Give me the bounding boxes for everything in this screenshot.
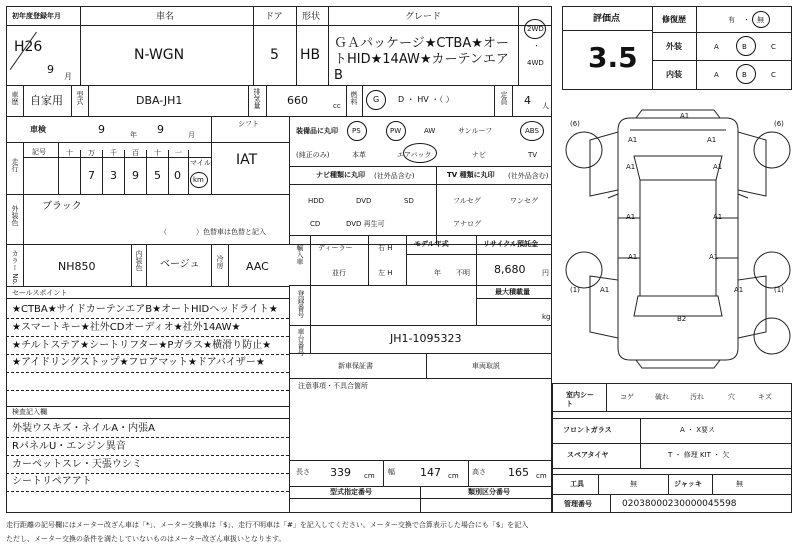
divider [476,298,552,299]
equip-aw: AW [424,127,436,135]
divider [188,150,189,194]
shift-value: IAT [236,152,258,168]
digit-label: 十 [154,149,161,157]
divider [6,406,289,407]
divider [420,486,421,513]
chassis-label: 車台番号 [297,328,305,356]
mile-label: マイル [190,159,211,167]
import-dealer: ディーラー [318,244,353,252]
import-parallel: 並行 [332,269,346,277]
divider [476,285,477,325]
damage-label: A1 [600,286,610,294]
disp-unit: cc [333,102,341,110]
divider [6,390,289,391]
grade-value: ＧＡパッケージ★CTBA★オートHID★14AW★カーテンエアB [334,36,509,83]
import-rh: 右 H [378,244,393,252]
cap-unit: 人 [542,102,549,110]
repair-dot: ・ [743,16,750,24]
hei-value: 165 [508,466,529,479]
divider [552,443,792,444]
int-grade-a: A [714,71,719,79]
tv-fullseg: フルセグ [453,197,481,205]
divider [552,468,792,469]
divider [211,116,212,194]
score-value: 3.5 [588,41,638,74]
colorno-value: NH850 [58,260,96,273]
divider [6,473,289,474]
divider [6,142,289,143]
divider [668,474,669,494]
sales-line: ★スマートキー★社外CDオーディオ★社外14AW★ [12,322,241,333]
seat-item: 破れ [655,393,669,401]
damage-label: A1 [628,136,638,144]
warranty-label: 新車保証書 [338,362,373,370]
navi-label: ナビ種類に丸印 [316,171,365,179]
mirror [608,194,618,198]
exterior-label: 外装色 [11,205,19,226]
divider [168,150,169,194]
divider [289,184,552,185]
divider [266,85,267,116]
divider [712,474,713,494]
equip-leather: 本革 [352,151,366,159]
doors-label: ドア [265,12,283,22]
seat-item: コゲ [620,393,634,401]
damage-label: A1 [713,163,723,171]
divider [88,85,89,116]
fuel-g: G [373,95,380,104]
divider [6,298,289,299]
paren-label: (1) [570,286,580,294]
ac-label: 冷房 [216,255,224,269]
wid-unit: cm [448,472,459,480]
len-unit: cm [364,472,375,480]
divider [289,325,552,326]
drive-dot: ・ [533,42,540,50]
divider [146,244,147,286]
divider [6,25,552,26]
divider [289,116,290,244]
ext-grade-a: A [714,43,719,51]
equip-ps: PS [352,127,361,135]
cap-value: 4 [524,94,531,107]
reg-month: 9 [47,63,54,76]
shift-label: シフト [238,120,259,128]
mileage-digit: 5 [154,169,161,182]
damage-label: A1 [734,286,744,294]
divider [606,383,607,411]
equip-airbag: エアバック [397,151,432,159]
divider [23,244,24,286]
sales-line: ★アイドリングストップ★フロアマット★ドアバイザー★ [12,357,265,368]
divider [468,460,469,486]
seat-item: キズ [758,393,772,401]
inspection-label: 車検 [30,125,46,134]
doors: 5 [270,47,279,63]
model-year-unit: 年 [434,269,441,277]
divider [6,354,289,355]
divider [102,150,103,194]
manual-label: 車両取説 [472,362,500,370]
interior-color-label: 内装色 [135,250,143,271]
divider [552,494,792,495]
footer-line: ただし、メーター交換の条件を満たしていないものはメーター改ざん車扱いとなります。 [6,535,286,543]
divider [696,6,697,90]
inspector-label: 検査記入欄 [12,408,47,416]
divider [552,418,792,419]
ext-grade-c: C [771,43,776,51]
jack-label: ジャッキ [674,480,702,488]
sales-line: ★CTBA★サイドカーテンエアB★オートHIDヘッドライト★ [12,304,278,315]
divider [289,460,552,461]
divider [518,6,519,85]
divider [652,6,653,90]
inspection-year-unit: 年 [130,131,137,139]
divider [248,85,249,116]
sales-line: ★チルトステア★シートリフター★Pガラス★横滑り防止★ [12,340,272,351]
load-label: 最大積載量 [495,288,530,296]
divider [23,194,24,244]
wheel-right-front [754,132,790,168]
divider [131,244,132,286]
windshield [634,156,722,180]
wheel-left-rear [566,252,602,288]
inspector-line: 外装ウスキズ・ネイルA・内張A [12,423,155,434]
divider [6,116,552,117]
divider [346,85,347,116]
model-value: DBA-JH1 [136,94,183,107]
divider [253,6,254,85]
right-front-fender [738,132,766,196]
chassis-value: JH1-1095323 [390,332,462,345]
divider [80,150,81,194]
divider [296,6,297,85]
digit-label: 一 [175,149,182,157]
digit-label: 万 [88,149,95,157]
tv-oneseg: ワンセグ [510,197,538,205]
wid-label: 幅 [388,468,395,476]
divider [383,460,384,486]
divider [6,336,289,337]
damage-label: A1 [628,253,638,261]
sales-label: セールスポイント [12,289,68,297]
digit-label: 千 [110,149,117,157]
damage-label: A1 [707,136,717,144]
seat-item: 穴 [728,393,735,401]
model-label: 型式 [76,91,84,105]
divider [494,85,495,116]
divider [552,474,792,475]
divider [562,30,652,31]
navi-hdd: HDD [308,197,325,205]
model-year-label: モデル年式 [414,240,449,248]
damage-label: A1 [709,253,719,261]
navi-cd: CD [310,220,321,228]
fuel-options: D ・ HV ・（ ） [398,95,454,104]
len-label: 長さ [296,468,310,476]
interior-seat-label: 室内シート [566,391,594,408]
windshield-value: A ・ X要ス [680,426,716,434]
windshield-label: フロントガラス [563,426,612,434]
wheel-left-front [566,132,602,168]
mirror [738,194,748,198]
colorno-label: カラー No. [11,250,19,285]
exterior-color: ブラック [42,201,82,212]
int-grade-c: C [771,71,776,79]
damage-label: A1 [713,213,723,221]
recycle-label: リサイクル預託金 [483,240,539,248]
divider [6,194,289,195]
divider [426,353,427,378]
paren-label: (6) [774,120,784,128]
car-name-label: 車名 [156,12,175,22]
equip-sunroof: サンルーフ [458,127,493,135]
mileage-digit: 9 [132,169,139,182]
equip-navi: ナビ [472,151,486,159]
navi-dvd: DVD [356,197,372,205]
divider [436,166,437,244]
divider [6,491,289,492]
mgmt-label: 管理番号 [564,500,592,508]
class-no-label: 類別区分番号 [468,488,510,496]
divider [552,411,792,412]
car-outline [618,118,738,360]
inspector-line: RパネルU・エンジン異音 [12,441,126,452]
divider [71,85,72,116]
equip-pw: PW [390,127,402,135]
disp-value: 660 [287,94,308,107]
tools-value: 無 [630,480,637,488]
divider [124,150,125,194]
mileage-digit: 7 [88,169,95,182]
divider [652,32,792,33]
digit-label: 十 [66,149,73,157]
load-unit: kg [542,313,551,321]
notes-label: 注意事項・不具合箇所 [298,382,368,390]
repair-no: 無 [757,16,764,24]
repair-yes: 有 [728,16,735,24]
digit-label: 百 [132,149,139,157]
divider [146,150,147,194]
hei-label: 高さ [472,468,486,476]
interior-color-value: ベージュ [160,259,200,270]
damage-label: B2 [677,315,687,323]
grade-label: グレード [405,12,442,22]
wid-value: 147 [420,466,441,479]
equipment-label: 装備品に丸印 [296,127,338,135]
mileage-label: 走行 [11,158,19,172]
divider [289,378,552,379]
inspection-month-unit: 月 [188,131,195,139]
divider [6,244,552,245]
divider [23,157,211,158]
equipment-sub: (純正のみ) [296,151,330,159]
cap-label: 定員 [500,91,508,105]
equip-abs: ABS [525,127,539,135]
navi-dvd-play: DVD 再生可 [346,220,385,228]
import-lh: 左 H [378,269,393,277]
divider [476,235,477,285]
use-label: 車歴 [11,91,19,105]
score-label: 評価点 [593,14,621,24]
km-label: km [193,176,204,184]
import-label: 輸入車 [296,244,304,265]
reg-era: H26 [14,39,43,55]
divider [610,494,611,513]
recycle-unit: 円 [542,269,549,277]
exterior-note-open: （ [160,228,167,236]
damage-label: A1 [680,112,690,120]
navi-sd: SD [404,197,414,205]
divider [6,318,289,319]
spare-label: スペアタイヤ [567,451,609,459]
rear-window [634,296,722,316]
divider [6,372,289,373]
reg-no-label: 登録番号 [297,290,305,318]
divider [6,455,289,456]
left-front-fender [590,132,618,196]
divider [368,235,369,285]
tv-label: TV 種類に丸印 [447,171,495,179]
ext-label: 外装 [666,42,682,51]
car-damage-diagram [560,100,796,378]
divider [406,254,552,255]
fuel-label: 燃料 [350,91,358,105]
divider [652,60,792,61]
equip-tv: TV [528,151,538,159]
car-name: N-WGN [134,47,185,63]
inspector-line: シートリペアアト [12,476,92,487]
divider [598,474,599,494]
divider [512,85,513,116]
divider [289,166,552,167]
ac-value: AAC [246,260,269,273]
model-year-value: 不明 [456,269,470,277]
divider [289,285,552,286]
wheel-right-rear [754,252,790,288]
divider [228,244,229,286]
spare-value: T ・ 修理 KIT ・ 欠 [668,451,730,459]
footer-line: 走行距離の記号欄にはメーター改ざん車は「*」、メーター交換車は「$」、走行不明車は「#」を記入してください。メーター交換で合算表示した場合にも「$」を記入 [6,521,529,529]
divider [328,6,329,85]
drive-2wd: 2WD [527,25,544,33]
inspection-month: 9 [157,123,164,136]
mileage-digit: 3 [110,169,117,182]
divider [6,286,289,287]
inspection-year: 9 [98,123,105,136]
rear-bumper [636,360,720,368]
shape-label: 形状 [302,12,321,22]
int-label: 内装 [666,70,682,79]
disp-label: 排気量 [253,88,261,109]
divider [310,235,311,285]
reg-month-unit: 月 [64,72,72,81]
navi-sub: (社外品含む) [374,172,415,180]
seat-item: 汚れ [690,393,704,401]
type-no-label: 型式指定番号 [330,488,372,496]
mileage-digit: 0 [174,169,181,182]
divider [289,286,290,406]
spare-wheel [754,318,790,354]
recycle-value: 8,680 [494,263,526,276]
use-value: 自家用 [30,94,63,107]
shape: HB [300,47,321,63]
tv-sub: (社外品含む) [508,172,549,180]
tools-label: 工具 [570,480,584,488]
divider [310,285,311,353]
damage-label: A1 [626,213,636,221]
divider [406,235,407,285]
reg-year-label: 初年度登録年月 [12,12,61,20]
len-value: 339 [330,466,351,479]
hei-unit: cm [536,472,547,480]
divider [58,142,59,194]
mgmt-value: 02038000230000045598 [622,499,737,509]
inspector-line: カーペットスレ・天張ウシミ [12,459,142,470]
damage-label: A1 [626,163,636,171]
exterior-note: ）色替車は色替と記入 [196,228,266,236]
ext-grade-b: B [742,43,747,51]
divider [211,244,212,286]
divider [289,353,552,354]
divider [6,418,289,419]
repair-label: 修復歴 [662,15,686,24]
divider [362,85,363,116]
paren-label: (1) [774,286,784,294]
divider [23,142,24,194]
tv-analog: アナログ [453,220,481,228]
drive-4wd: 4WD [527,59,544,67]
divider [289,235,552,236]
paren-label: (6) [570,120,580,128]
divider [6,437,289,438]
mileage-sign-label: 記号 [32,148,46,156]
divider [23,85,24,116]
divider [80,6,81,85]
int-grade-b: B [742,71,747,79]
jack-value: 無 [736,480,743,488]
front-bumper [636,110,720,118]
